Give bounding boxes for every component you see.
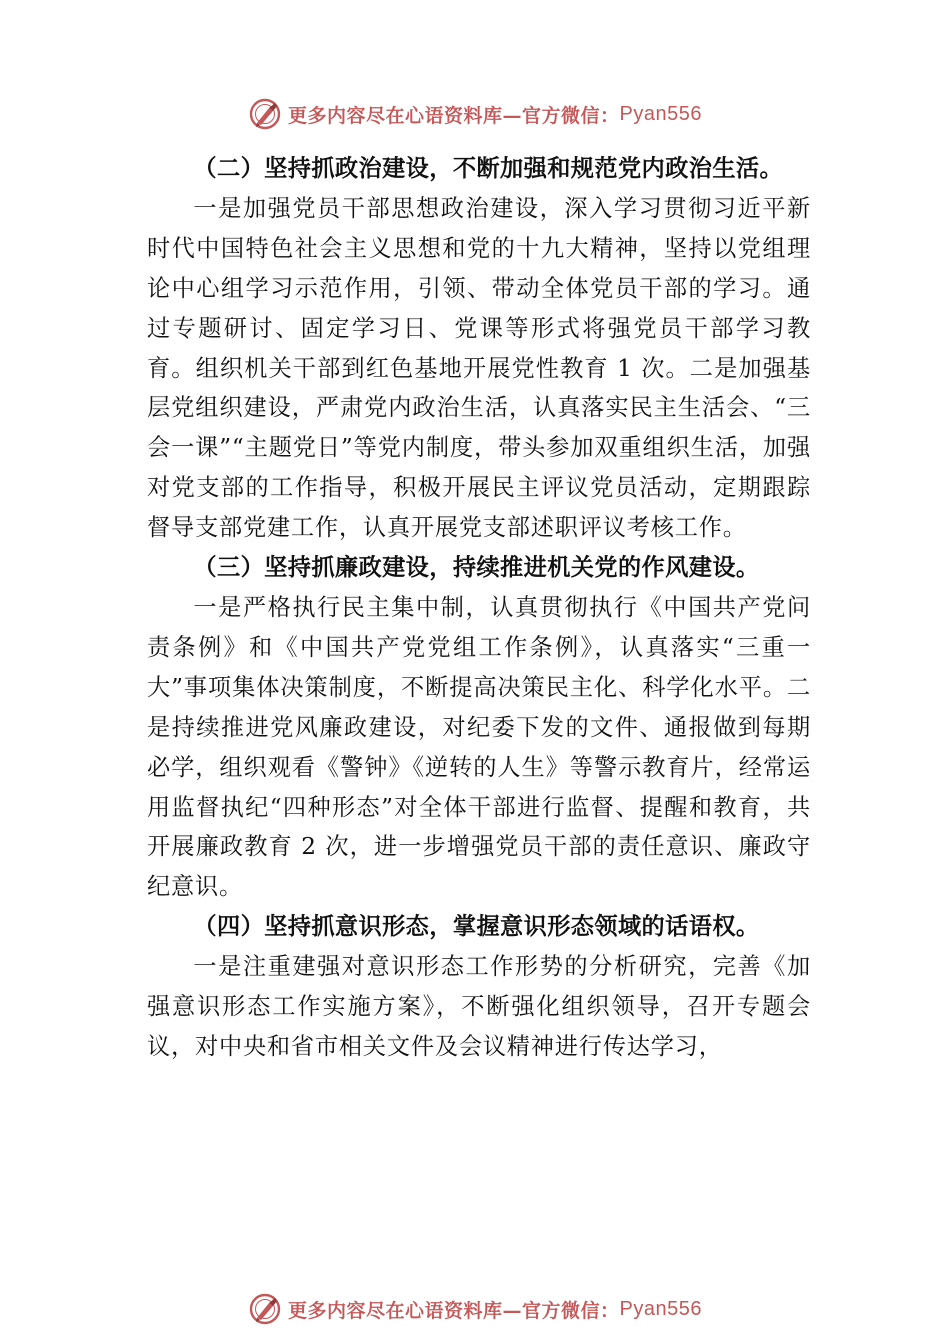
section-paragraph: 一是注重建强对意识形态工作形势的分析研究，完善《加强意识形态工作实施方案》，不断强化组织领导，召开专题会议，对中央和省市相关文件及会议精神进行传达学习， — [147, 953, 811, 1060]
section-paragraph: 一是加强党员干部思想政治建设，深入学习贯彻习近平新时代中国特色社会主义思想和党的十九大精神，坚持以党组理论中心组学习示范作用，引领、带动全体党员干部的学习。通过专题研讨、固定学习日、党课等形式将强党员干部学习教育。组织机关干部到红色基地开展党性教育 1 次。二是加强基层党组织建设，严肃党内政治生活，认真落实民主生活会、“三会一课”“主题党日”等党内制度，带头参加双重组织生活，加强对党支部的工作指导，积极开展民主评议党员活动，定期跟踪督导支部党建工作，认真开展党支部述职评议考核工作。 — [147, 194, 811, 542]
document-body — [147, 149, 811, 1067]
section-heading: （四）坚持抓意识形态，掌握意识形态领域的话语权。 — [193, 913, 760, 941]
banner-wechat-id: Pyan556 — [619, 1297, 702, 1320]
section-heading: （三）坚持抓廉政建设，持续推进机关党的作风建设。 — [193, 554, 760, 582]
footer-watermark-banner — [0, 1289, 950, 1329]
pen-nib-seal-icon — [248, 97, 282, 131]
header-watermark-banner — [0, 94, 950, 134]
pen-nib-seal-icon — [248, 1292, 282, 1326]
section-heading: （二）坚持抓政治建设，不断加强和规范党内政治生活。 — [193, 155, 784, 182]
banner-text: 更多内容尽在心语资料库—官方微信： — [288, 104, 620, 127]
banner-text: 更多内容尽在心语资料库—官方微信： — [288, 1299, 620, 1322]
banner-wechat-id: Pyan556 — [619, 102, 702, 125]
section-paragraph: 一是严格执行民主集中制，认真贯彻执行《中国共产党问责条例》和《中国共产党党组工作条例》，认真落实“三重一大”事项集体决策制度，不断提高决策民主化、科学化水平。二是持续推进党风廉政建设，对纪委下发的文件、通报做到每期必学，组织观看《警钟》《逆转的人生》等警示教育片，经常运用监督执纪“四种形态”对全体干部进行监督、提醒和教育，共开展廉政教育 2 次，进一步增强党员干部的责任意识、廉政守纪意识。 — [147, 593, 811, 901]
